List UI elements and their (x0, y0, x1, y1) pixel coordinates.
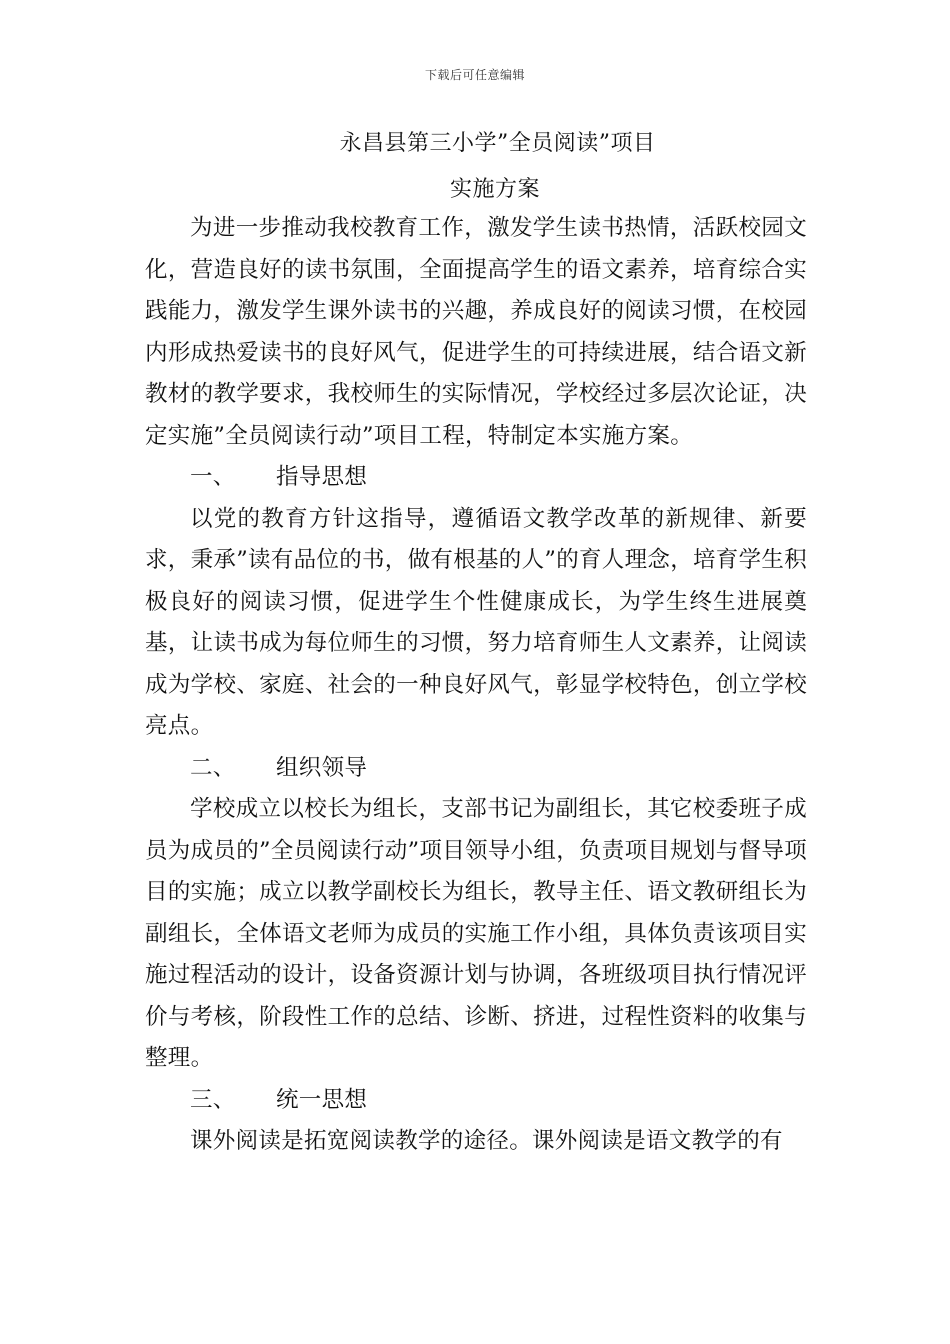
section-title: 组织领导 (276, 754, 368, 781)
document-subtitle: 实施方案 (449, 177, 540, 202)
section-number: 三、 (190, 1086, 236, 1113)
section-number: 一、 (190, 464, 236, 490)
intro-paragraph: 为进一步推动我校教育工作，激发学生读书热情，活跃校园文化，营造良好的读书氛围，全面提高学生的语文素养，培育综合实践能力，激发学生课外读书的兴趣，养成良好的阅读习惯，在校园内形成热爱读书的良好风气，促进学生的可持续进展，结合语文新教材的教学要求，我校师生的实际情况，学校经过多层次论证，决定实施”全员阅读行动”项目工程，特制定本实施方案。 (145, 215, 807, 449)
document-title: 永昌县第三小学”全员阅读”项目 (339, 131, 656, 156)
section-heading-1 (145, 457, 807, 499)
section-paragraph-1: 以党的教育方针这指导，遵循语文教学改革的新规律、新要求，秉承”读有品位的书，做有根基的人”的育人理念，培育学生积极良好的阅读习惯，促进学生个性健康成长，为学生终生进展奠基，让读书成为每位师生的习惯，努力培育师生人文素养，让阅读成为学校、家庭、社会的一种良好风气，彰显学校特色，创立学校亮点。 (145, 505, 808, 739)
section-paragraph-2: 学校成立以校长为组长，支部书记为副组长，其它校委班子成员为成员的”全员阅读行动”项目领导小组，负责项目规划与督导项目的实施；成立以教学副校长为组长，教导主任、语文教研组长为副组长，全体语文老师为成员的实施工作小组，具体负责该项目实施过程活动的设计，设备资源计划与协调，各班级项目执行情况评价与考核，阶段性工作的总结、诊断、挤进，过程性资料的收集与整理。 (145, 796, 808, 1071)
section-title: 统一思想 (276, 1086, 368, 1113)
section-heading-3 (145, 1080, 807, 1122)
document-body (145, 208, 807, 1163)
section-paragraph-3: 课外阅读是拓宽阅读教学的途径。课外阅读是语文教学的有 (190, 1128, 783, 1154)
section-title: 指导思想 (276, 464, 368, 490)
section-heading-2 (145, 748, 807, 790)
section-number: 二、 (190, 754, 236, 781)
header-note: 下载后可任意编辑 (424, 68, 525, 82)
